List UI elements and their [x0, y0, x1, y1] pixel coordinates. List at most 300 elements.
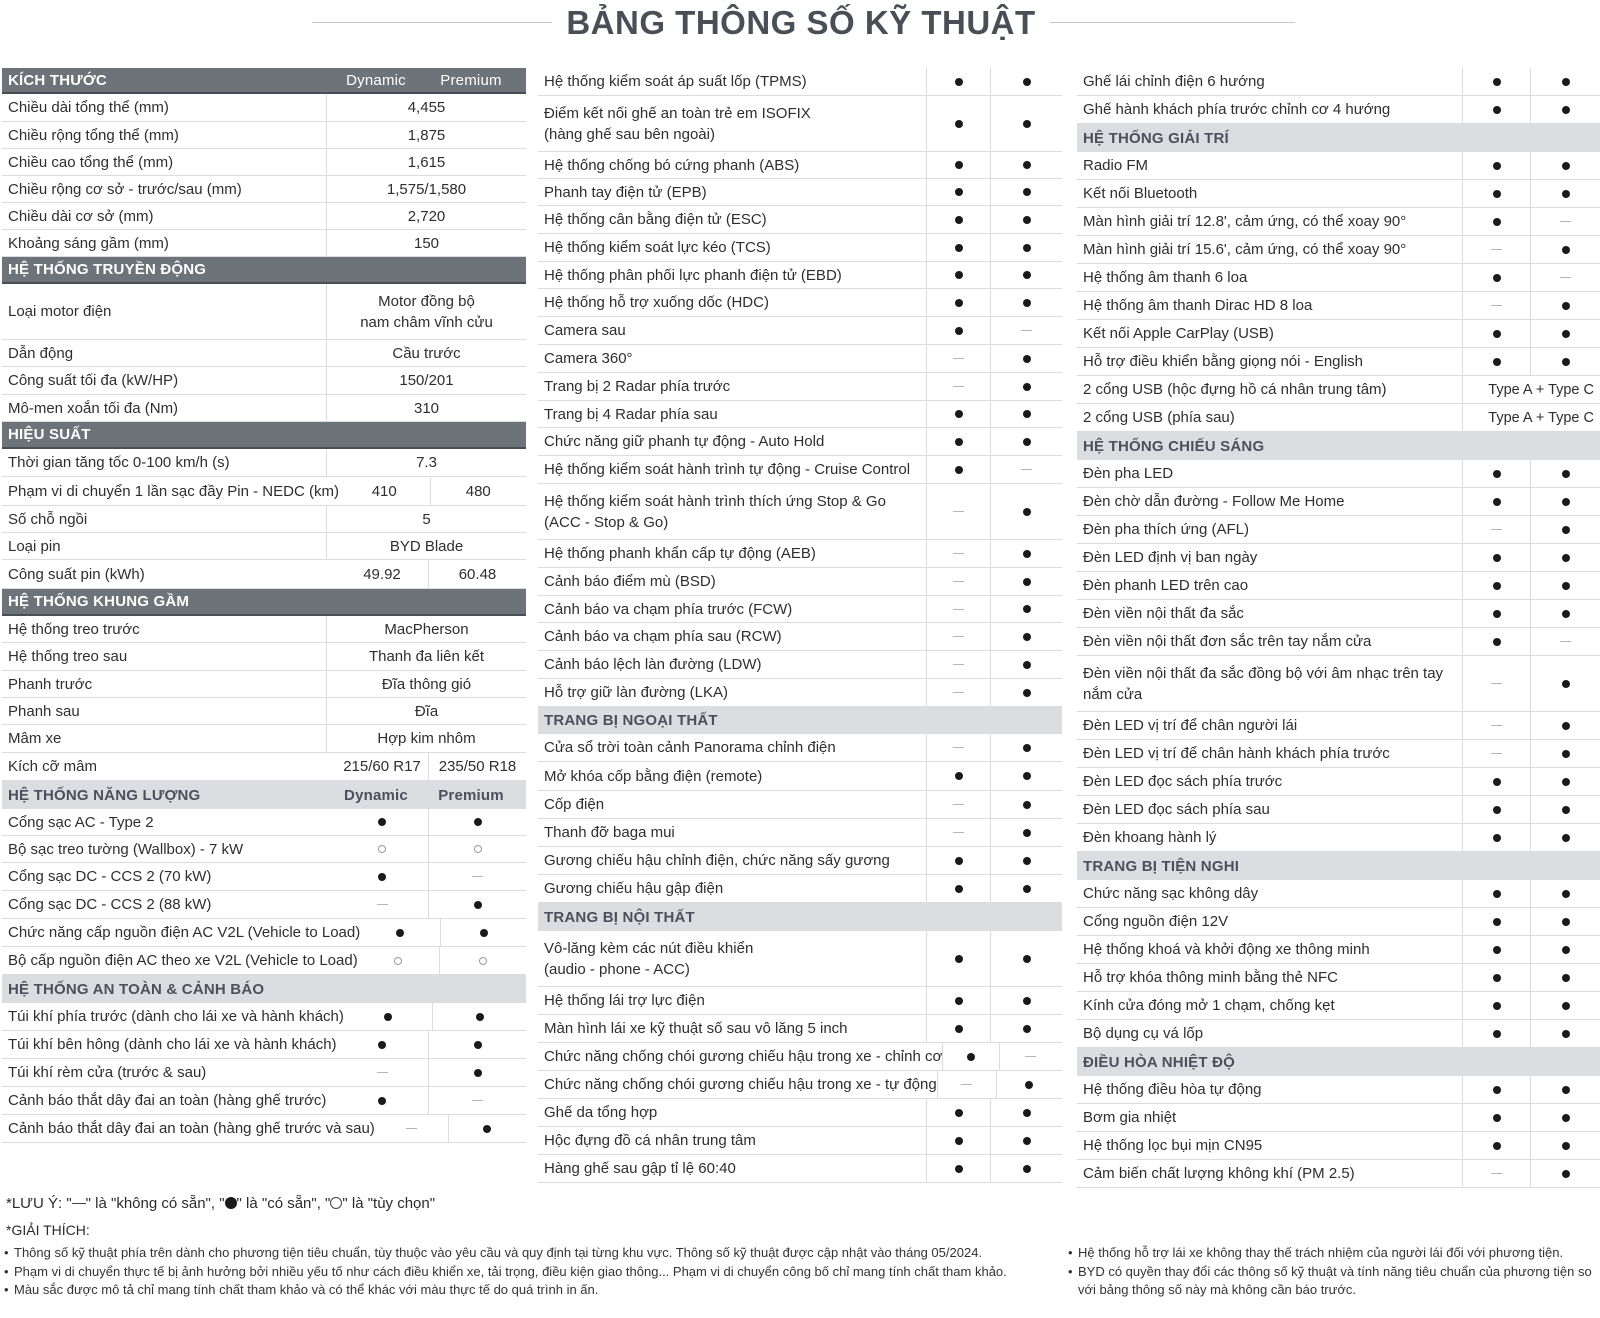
dynamic-cell [926, 317, 990, 344]
spec-row [538, 734, 1062, 762]
filled-dot-icon [1493, 974, 1501, 982]
premium-cell [1530, 796, 1600, 823]
filled-dot-icon [1023, 605, 1031, 613]
dynamic-cell [1462, 712, 1530, 739]
premium-cell [1530, 292, 1600, 319]
spec-label: Cảm biến chất lượng không khí (PM 2.5) [1083, 1165, 1355, 1182]
cell-value: 235/50 R18 [438, 758, 517, 775]
spec-value: 1,615 [326, 149, 526, 175]
dynamic-cell [1462, 236, 1530, 263]
spec-label: Hệ thống âm thanh 6 loa [1083, 269, 1248, 286]
spec-row [2, 1003, 526, 1031]
filled-dot-icon [378, 1041, 386, 1049]
dynamic-cell [336, 560, 428, 588]
filled-dot-icon [1493, 162, 1501, 170]
spec-row [538, 1071, 1062, 1099]
spec-value: 310 [326, 395, 526, 421]
dash-icon [1491, 725, 1502, 726]
dynamic-cell [926, 262, 990, 288]
premium-cell [990, 540, 1062, 567]
explanation-title: *GIẢI THÍCH: [6, 1222, 90, 1238]
filled-dot-icon [955, 271, 963, 279]
column-header-premium: Premium [440, 71, 502, 89]
spec-row [2, 395, 526, 422]
spec-label: Thời gian tăng tốc 0-100 km/h (s) [8, 454, 230, 471]
filled-dot-icon [1493, 1142, 1501, 1150]
spec-label: Mở khóa cốp bằng điện (remote) [544, 767, 763, 785]
filled-dot-icon [955, 120, 963, 128]
dynamic-cell [1462, 1132, 1530, 1159]
page-title: BẢNG THÔNG SỐ KỸ THUẬT [566, 4, 1036, 41]
filled-dot-icon [1023, 885, 1031, 893]
dynamic-cell [926, 931, 990, 986]
spec-label: Đèn viền nội thất đơn sắc trên tay nắm cửa [1083, 633, 1372, 650]
filled-dot-icon [1562, 190, 1570, 198]
spec-label: Trang bị 4 Radar phía sau [544, 405, 718, 423]
premium-cell [990, 679, 1062, 706]
spec-label: Mâm xe [8, 730, 62, 747]
filled-dot-icon [1023, 829, 1031, 837]
dynamic-cell [926, 68, 990, 95]
filled-dot-icon [955, 1165, 963, 1173]
dynamic-cell [926, 762, 990, 790]
premium-cell [999, 1043, 1062, 1070]
section-header [2, 589, 526, 616]
filled-dot-icon [955, 1109, 963, 1117]
spec-label: Đèn viền nội thất đa sắc đồng bộ với âm nhạc trên tay nắm cửa [1083, 664, 1444, 703]
filled-dot-icon [1023, 161, 1031, 169]
spec-row [538, 651, 1062, 679]
spec-label: Cảnh báo lệch làn đường (LDW) [544, 656, 762, 673]
filled-dot-icon [1562, 1086, 1570, 1094]
spec-label: Cảnh báo va chạm phía sau (RCW) [544, 628, 782, 645]
filled-dot-icon [1493, 106, 1501, 114]
spec-row [2, 698, 526, 725]
dynamic-cell [1462, 348, 1530, 375]
section-title: ĐIỀU HÒA NHIỆT ĐỘ [1083, 1053, 1236, 1071]
spec-label: Thanh đỡ baga mui [544, 824, 675, 841]
spec-row [538, 762, 1062, 791]
dash-icon [472, 1100, 483, 1101]
filled-dot-icon [1562, 78, 1570, 86]
premium-cell [990, 1155, 1062, 1182]
filled-dot-icon [1493, 834, 1501, 842]
spec-row [1077, 320, 1600, 348]
section-header [1077, 1048, 1600, 1076]
spec-label: Hệ thống treo sau [8, 648, 128, 665]
spec-row [538, 875, 1062, 903]
dynamic-cell [926, 1015, 990, 1042]
spec-label: Đèn LED định vị ban ngày [1083, 549, 1258, 566]
dash-icon [406, 1128, 417, 1129]
section-header [1077, 124, 1600, 152]
premium-cell [1530, 320, 1600, 347]
filled-dot-icon [955, 299, 963, 307]
premium-cell [428, 1031, 526, 1058]
filled-dot-icon [955, 466, 963, 474]
spec-label: Cổng sạc AC - Type 2 [8, 813, 154, 831]
spec-row [2, 122, 526, 149]
dynamic-cell [1462, 1020, 1530, 1047]
dash-icon [72, 1203, 86, 1204]
filled-dot-icon [1562, 918, 1570, 926]
premium-cell [990, 179, 1062, 205]
dynamic-cell [926, 679, 990, 706]
premium-cell [1530, 96, 1600, 123]
dynamic-cell [1462, 96, 1530, 123]
filled-dot-icon [1562, 890, 1570, 898]
dynamic-cell [926, 206, 990, 233]
filled-dot-icon [1562, 1142, 1570, 1150]
premium-cell [428, 753, 526, 780]
title-divider-left [312, 22, 552, 23]
premium-cell [990, 428, 1062, 455]
filled-dot-icon [1023, 120, 1031, 128]
filled-dot-icon [1023, 955, 1031, 963]
spec-row [2, 725, 526, 753]
filled-dot-icon [1562, 554, 1570, 562]
filled-dot-icon [1493, 890, 1501, 898]
spec-label: Hệ thống âm thanh Dirac HD 8 loa [1083, 297, 1313, 314]
premium-cell [990, 819, 1062, 846]
spec-value: Đĩa [326, 698, 526, 724]
dynamic-cell [1462, 320, 1530, 347]
dynamic-cell [1462, 572, 1530, 599]
dash-icon [1491, 305, 1502, 306]
dash-icon [377, 1072, 388, 1073]
filled-dot-icon [1493, 470, 1501, 478]
dynamic-cell [336, 1087, 428, 1114]
premium-cell [990, 596, 1062, 622]
spec-label: Đèn viền nội thất đa sắc [1083, 605, 1244, 622]
filled-dot-icon [1493, 78, 1501, 86]
spec-label: Cảnh báo thắt dây đai an toàn (hàng ghế trước) [8, 1092, 327, 1109]
spec-label: Kích cỡ mâm [8, 758, 98, 775]
dash-icon [953, 692, 964, 693]
spec-label: Hỗ trợ điều khiển bằng giọng nói - English [1083, 353, 1364, 370]
spec-label: Cổng sạc DC - CCS 2 (88 kW) [8, 896, 212, 913]
premium-cell [428, 809, 526, 835]
filled-dot-icon [955, 1025, 963, 1033]
premium-cell [428, 863, 526, 890]
spec-value: Cầu trước [326, 340, 526, 366]
section-header [2, 975, 526, 1003]
dynamic-cell [1462, 600, 1530, 627]
spec-row [1077, 1104, 1600, 1132]
legend-prefix: *LƯU Ý: " [6, 1195, 72, 1212]
filled-dot-icon [1493, 190, 1501, 198]
spec-label: Túi khí bên hông (dành cho lái xe và hành khách) [8, 1036, 337, 1053]
spec-label: Hệ thống điều hòa tự động [1083, 1081, 1262, 1098]
premium-cell [990, 1015, 1062, 1042]
spec-label: Ghế hành khách phía trước chỉnh cơ 4 hướng [1083, 101, 1391, 118]
filled-dot-icon [1023, 857, 1031, 865]
spec-row [538, 484, 1062, 540]
hollow-circle-icon [378, 845, 386, 853]
premium-cell [990, 651, 1062, 678]
spec-row [2, 230, 526, 257]
spec-row [538, 568, 1062, 596]
premium-cell [1530, 824, 1600, 851]
premium-cell [1530, 1104, 1600, 1131]
dash-icon [1491, 753, 1502, 754]
premium-cell [990, 847, 1062, 874]
premium-cell [448, 1115, 526, 1142]
note-item: • BYD có quyền thay đổi các thông số kỹ thuật và tính năng tiêu chuẩn của phương tiện so với bảng thông số này mà không cần báo trước. [1068, 1263, 1596, 1300]
dynamic-cell [926, 623, 990, 650]
dynamic-cell [1462, 264, 1530, 291]
cell-value: 215/60 R17 [343, 758, 421, 775]
filled-dot-icon [1493, 274, 1501, 282]
spec-label: Loại motor điện [8, 303, 112, 320]
section-header [538, 707, 1062, 734]
spec-row [2, 477, 526, 506]
spec-row [538, 401, 1062, 428]
filled-dot-icon [378, 818, 386, 826]
premium-cell [1530, 908, 1600, 935]
filled-dot-icon [1023, 271, 1031, 279]
spec-label: Hộc đựng đồ cá nhân trung tâm [544, 1132, 756, 1149]
dynamic-cell [1462, 488, 1530, 515]
spec-label: Chức năng chống chói gương chiếu hậu trong xe - chỉnh cơ [544, 1048, 943, 1065]
premium-cell [990, 289, 1062, 316]
spec-label: Hệ thống hỗ trợ xuống dốc (HDC) [544, 294, 769, 311]
section-header [1077, 852, 1600, 880]
premium-cell [1530, 544, 1600, 571]
filled-dot-icon [967, 1053, 975, 1061]
section-title: TRANG BỊ NỘI THẤT [544, 908, 695, 926]
filled-dot-icon [1493, 806, 1501, 814]
spec-value: Đĩa thông gió [326, 671, 526, 697]
spec-row [2, 891, 526, 919]
premium-cell [990, 791, 1062, 818]
section-header [2, 257, 526, 284]
dynamic-cell [926, 596, 990, 622]
filled-dot-icon [1562, 680, 1570, 688]
premium-cell [1530, 992, 1600, 1019]
spec-label: Camera 360° [544, 350, 633, 367]
spec-row [538, 289, 1062, 317]
dash-icon [953, 832, 964, 833]
spec-row [2, 203, 526, 230]
spec-label: Đèn pha thích ứng (AFL) [1083, 521, 1249, 538]
spec-label: Hệ thống kiểm soát hành trình tự động - Cruise Control [544, 461, 911, 478]
dynamic-cell [926, 847, 990, 874]
dash-icon [953, 636, 964, 637]
section-title: HỆ THỐNG CHIẾU SÁNG [1083, 437, 1265, 455]
filled-dot-icon [1023, 78, 1031, 86]
spec-row [1077, 488, 1600, 516]
spec-row [2, 919, 526, 947]
legend-text-3: " là "tùy chọn" [342, 1195, 436, 1212]
spec-label: 2 cổng USB (phía sau) [1083, 409, 1235, 426]
legend-text-1: " là "không có sẵn", " [85, 1195, 225, 1212]
premium-cell [990, 1127, 1062, 1154]
dynamic-cell [337, 1031, 429, 1058]
section-title: KÍCH THƯỚC [8, 71, 107, 89]
premium-cell [990, 262, 1062, 288]
dynamic-cell [336, 863, 428, 890]
spec-row [538, 152, 1062, 179]
spec-row [1077, 768, 1600, 796]
section-title: HỆ THỐNG NĂNG LƯỢNG [8, 786, 201, 804]
premium-cell [990, 875, 1062, 902]
section-title: HỆ THỐNG AN TOÀN & CẢNH BÁO [8, 980, 265, 998]
spec-label: Hệ thống khoá và khởi động xe thông minh [1083, 941, 1370, 958]
spec-row [2, 560, 526, 589]
premium-cell [990, 401, 1062, 427]
spec-label: Camera sau [544, 322, 626, 339]
note-item: • Hệ thống hỗ trợ lái xe không thay thế trách nhiệm của người lái đối với phương tiện. [1068, 1244, 1596, 1263]
spec-row [2, 449, 526, 477]
spec-label: Chức năng chống chói gương chiếu hậu trong xe - tự động [544, 1076, 937, 1093]
dash-icon [1491, 1173, 1502, 1174]
filled-dot-icon [1562, 1170, 1570, 1178]
spec-row [2, 176, 526, 203]
premium-cell [1530, 712, 1600, 739]
spec-row [538, 931, 1062, 987]
dash-icon [953, 386, 964, 387]
dash-icon [1560, 221, 1571, 222]
spec-label: Chiều rộng cơ sở - trước/sau (mm) [8, 180, 242, 198]
filled-dot-icon [955, 772, 963, 780]
section-title: TRANG BỊ TIỆN NGHI [1083, 857, 1240, 875]
spec-row [538, 428, 1062, 456]
spec-label: Hệ thống phân phối lực phanh điện tử (EBD) [544, 266, 842, 284]
title-divider-right [1050, 22, 1295, 23]
spec-value: Type A + Type C [1462, 376, 1600, 403]
dynamic-cell [926, 791, 990, 818]
dynamic-cell [1462, 208, 1530, 235]
spec-label: Kết nối Apple CarPlay (USB) [1083, 325, 1274, 342]
premium-cell [1530, 880, 1600, 907]
cell-value: 49.92 [363, 565, 401, 583]
spec-row [538, 596, 1062, 623]
premium-cell [990, 68, 1062, 95]
filled-dot-icon [955, 244, 963, 252]
hollow-circle-icon [330, 1197, 342, 1209]
note-item: • Màu sắc được mô tả chỉ mang tính chất tham khảo và có thể khác với màu thực tế do quá trình in ấn. [4, 1281, 1054, 1300]
dynamic-cell [926, 568, 990, 595]
spec-label: Cảnh báo điểm mù (BSD) [544, 573, 716, 590]
note-item: • Phạm vi di chuyển thực tế bị ảnh hưởng bởi nhiều yếu tố như cách điều khiển xe, tải trọng, điều kiện giao thông... Phạm vi di chuyển công bố chỉ mang tính chất tham khảo. [4, 1263, 1054, 1282]
dash-icon [961, 1084, 972, 1085]
spec-row [538, 206, 1062, 234]
section-title: HỆ THỐNG KHUNG GẦM [8, 593, 190, 610]
filled-dot-icon [1023, 244, 1031, 252]
filled-dot-icon [225, 1197, 237, 1209]
legend [6, 1195, 435, 1212]
spec-label: Loại pin [8, 537, 61, 555]
premium-cell [428, 560, 526, 588]
spec-row [2, 149, 526, 176]
filled-dot-icon [1562, 806, 1570, 814]
spec-row [1077, 208, 1600, 236]
premium-cell [1530, 1132, 1600, 1159]
filled-dot-icon [1562, 778, 1570, 786]
filled-dot-icon [378, 873, 386, 881]
spec-label: Bộ sạc treo tường (Wallbox) - 7 kW [8, 840, 244, 858]
filled-dot-icon [378, 1097, 386, 1105]
filled-dot-icon [1562, 750, 1570, 758]
spec-label: Chiều dài tổng thể (mm) [8, 99, 169, 116]
spec-row [1077, 572, 1600, 600]
dynamic-cell [926, 1127, 990, 1154]
spec-row [1077, 404, 1600, 432]
notes-right [1068, 1244, 1596, 1300]
spec-label: Ghế lái chỉnh điện 6 hướng [1083, 73, 1265, 90]
spec-label: Đèn LED vị trí để chân người lái [1083, 717, 1298, 734]
spec-row [1077, 880, 1600, 908]
spec-row [1077, 992, 1600, 1020]
dynamic-cell [1462, 460, 1530, 487]
spec-label: Vô-lăng kèm các nút điều khiển (audio - phone - ACC) [544, 939, 754, 978]
dynamic-cell [1462, 936, 1530, 963]
spec-label: Túi khí phía trước (dành cho lái xe và hành khách) [8, 1008, 344, 1025]
spec-row [2, 863, 526, 891]
premium-cell [990, 484, 1062, 539]
filled-dot-icon [1493, 918, 1501, 926]
filled-dot-icon [1023, 299, 1031, 307]
dynamic-cell [1462, 880, 1530, 907]
spec-label: Bơm gia nhiệt [1083, 1109, 1177, 1126]
premium-cell [990, 623, 1062, 650]
filled-dot-icon [1493, 218, 1501, 226]
spec-row [2, 671, 526, 698]
spec-value: Hợp kim nhôm [326, 725, 526, 752]
spec-row [1077, 1076, 1600, 1104]
spec-label: Hệ thống lái trợ lực điện [544, 992, 705, 1009]
section-title: HỆ THỐNG TRUYỀN ĐỘNG [8, 261, 207, 278]
dynamic-cell [1462, 152, 1530, 179]
filled-dot-icon [955, 857, 963, 865]
cell-value: 410 [371, 482, 397, 500]
filled-dot-icon [1023, 1025, 1031, 1033]
spec-label: Hệ thống kiểm soát lực kéo (TCS) [544, 239, 771, 256]
spec-value: 1,875 [326, 122, 526, 148]
spec-row [538, 847, 1062, 875]
dynamic-cell [375, 1115, 448, 1142]
filled-dot-icon [955, 216, 963, 224]
premium-cell [439, 947, 526, 974]
spec-row [538, 791, 1062, 819]
filled-dot-icon [1493, 638, 1501, 646]
spec-label: Đèn LED vị trí để chân hành khách phía trước [1083, 745, 1390, 762]
dynamic-cell [1462, 1076, 1530, 1103]
notes-left [4, 1244, 1054, 1300]
premium-cell [990, 234, 1062, 261]
filled-dot-icon [1493, 582, 1501, 590]
spec-label: Hệ thống kiểm soát áp suất lốp (TPMS) [544, 73, 807, 90]
dynamic-cell [926, 401, 990, 427]
spec-row [1077, 600, 1600, 628]
filled-dot-icon [955, 410, 963, 418]
premium-cell [428, 1087, 526, 1114]
hollow-circle-icon [474, 845, 482, 853]
dynamic-cell [1462, 908, 1530, 935]
filled-dot-icon [955, 997, 963, 1005]
spec-label: Màn hình giải trí 12.8', cảm ứng, có thể xoay 90° [1083, 213, 1407, 230]
filled-dot-icon [1562, 106, 1570, 114]
legend-text-2: " là "có sẵn", " [236, 1195, 331, 1212]
section-header [2, 68, 526, 94]
filled-dot-icon [1493, 1030, 1501, 1038]
spec-row [538, 1155, 1062, 1183]
spec-label: Cốp điện [544, 796, 605, 813]
dynamic-cell [1462, 992, 1530, 1019]
dash-icon [1491, 683, 1502, 684]
section-header [2, 422, 526, 449]
